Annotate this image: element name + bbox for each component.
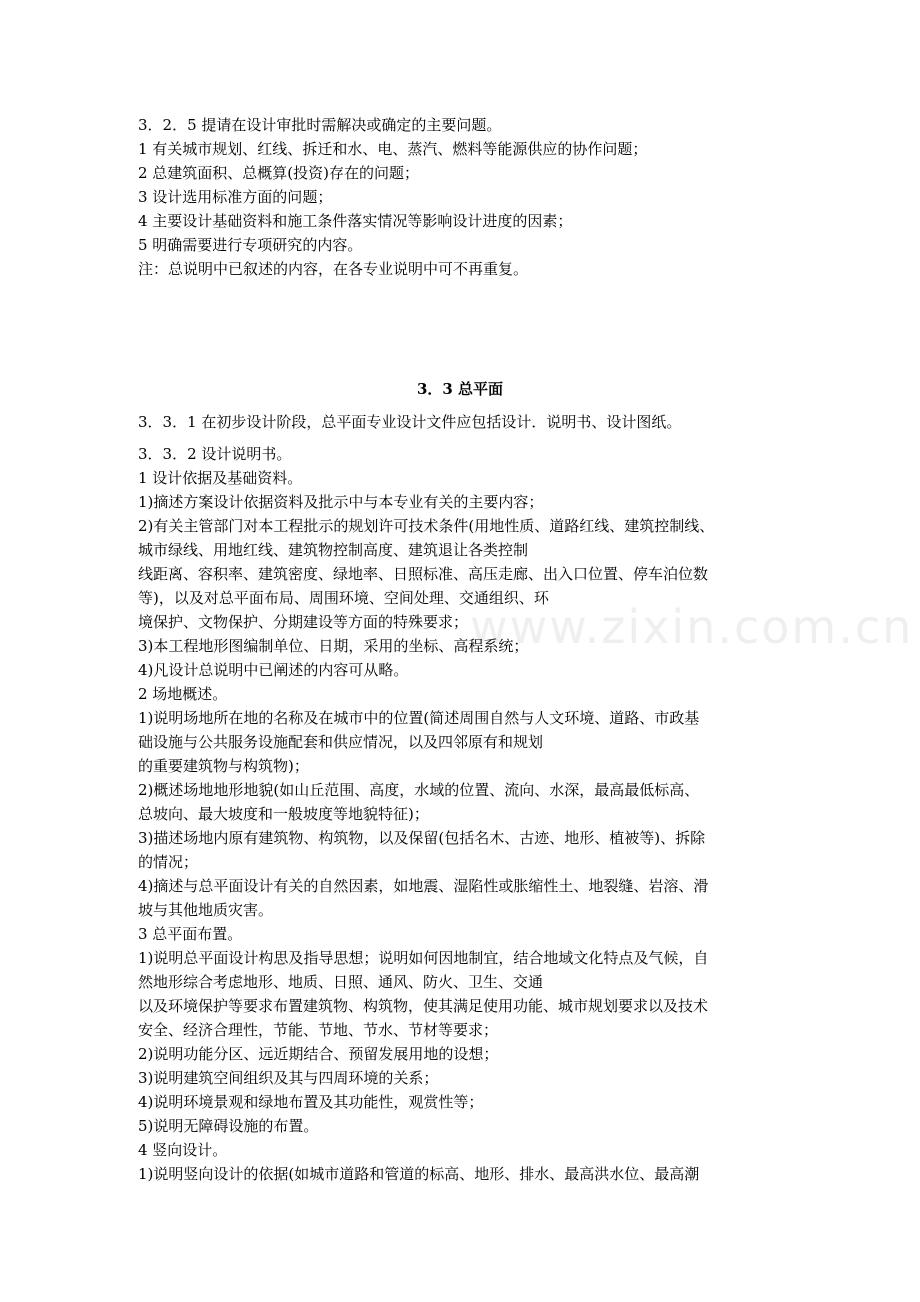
text-line: 3．3．2 设计说明书。 [138,445,292,463]
text-line: 2 总建筑面积、总概算(投资)存在的问题； [138,164,420,182]
text-line: 5 明确需要进行专项研究的内容。 [138,236,363,254]
text-line: 3 设计选用标准方面的问题； [138,188,333,206]
text-line: 以及环境保护等要求布置建筑物、构筑物，使其满足使用功能、城市规划要求以及技术 [138,997,709,1015]
text-line: 1)说明竖向设计的依据(如城市道路和管道的标高、地形、排水、最高洪水位、最高潮 [138,1165,700,1183]
section-title: 3．3 总平面 [416,380,504,398]
text-line: 城市绿线、用地红线、建筑物控制高度、建筑退让各类控制 [138,541,529,559]
text-line: 1 设计依据及基础资料。 [138,469,303,487]
text-line: 3)描述场地内原有建筑物、构筑物，以及保留(包括名木、古迹、地形、植被等)、拆除 [138,829,706,847]
text-line: 础设施与公共服务设施配套和供应情况，以及四邻原有和规划 [138,733,544,751]
watermark: www.zixin.com.cn [470,600,914,654]
text-line: 线距离、容积率、建筑密度、绿地率、日照标准、高压走廊、出入口位置、停车泊位数 [138,565,709,583]
text-line: 4)凡设计总说明中已阐述的内容可从略。 [138,661,409,679]
text-line: 1)说明场地所在地的名称及在城市中的位置(简述周围自然与人文环境、道路、市政基 [138,709,700,727]
text-line: 3)本工程地形图编制单位、日期，采用的坐标、高程系统； [138,637,529,655]
text-line: 总坡向、最大坡度和一般坡度等地貌特征)； [138,805,429,823]
text-line: 的情况； [138,853,199,871]
text-line: 2)说明功能分区、远近期结合、预留发展用地的设想； [138,1045,499,1063]
text-line: 境保护、文物保护、分期建设等方面的特殊要求； [138,613,469,631]
text-line: 等)，以及对总平面布局、周围环境、空间处理、交通组织、环 [138,589,549,607]
text-line: 2)有关主管部门对本工程批示的规划许可技术条件(用地性质、道路红线、建筑控制线、 [138,517,715,535]
text-line: 1 有关城市规划、红线、拆迁和水、电、蒸汽、燃料等能源供应的协作问题； [138,140,648,158]
section-3-2-5 [138,113,798,281]
text-line: 坡与其他地质灾害。 [138,901,274,919]
text-line: 3)说明建筑空间组织及其与四周环境的关系； [138,1069,439,1087]
text-line: 2)概述场地地形地貌(如山丘范围、高度，水域的位置、流向、水深，最高最低标高、 [138,781,700,799]
text-line: 1)摘述方案设计依据资料及批示中与本专业有关的主要内容； [138,493,544,511]
section-3-3-1 [138,410,798,434]
text-line: 3．3．1 在初步设计阶段，总平面专业设计文件应包括设计．说明书、设计图纸。 [138,413,682,431]
text-line: 4)说明环境景观和绿地布置及其功能性，观赏性等； [138,1093,484,1111]
text-line: 4)摘述与总平面设计有关的自然因素，如地震、湿陷性或胀缩性土、地裂缝、岩溶、滑 [138,877,709,895]
text-line: 安全、经济合理性，节能、节地、节水、节材等要求； [138,1021,499,1039]
text-line: 4 主要设计基础资料和施工条件落实情况等影响设计进度的因素； [138,212,573,230]
section-3-3-2 [138,442,798,1186]
text-line: 4 竖向设计。 [138,1141,228,1159]
text-line: 2 场地概述。 [138,685,228,703]
text-line: 的重要建筑物与构筑物)； [138,757,309,775]
text-line: 注：总说明中已叙述的内容，在各专业说明中可不再重复。 [138,260,529,278]
text-line: 1)说明总平面设计构思及指导思想；说明如何因地制宜，结合地域文化特点及气候，自 [138,949,709,967]
text-line: 然地形综合考虑地形、地质、日照、通风、防火、卫生、交通 [138,973,544,991]
text-line: 3．2．5 提请在设计审批时需解决或确定的主要问题。 [138,116,502,134]
text-line: 3 总平面布置。 [138,925,243,943]
text-line: 5)说明无障碍设施的布置。 [138,1117,319,1135]
